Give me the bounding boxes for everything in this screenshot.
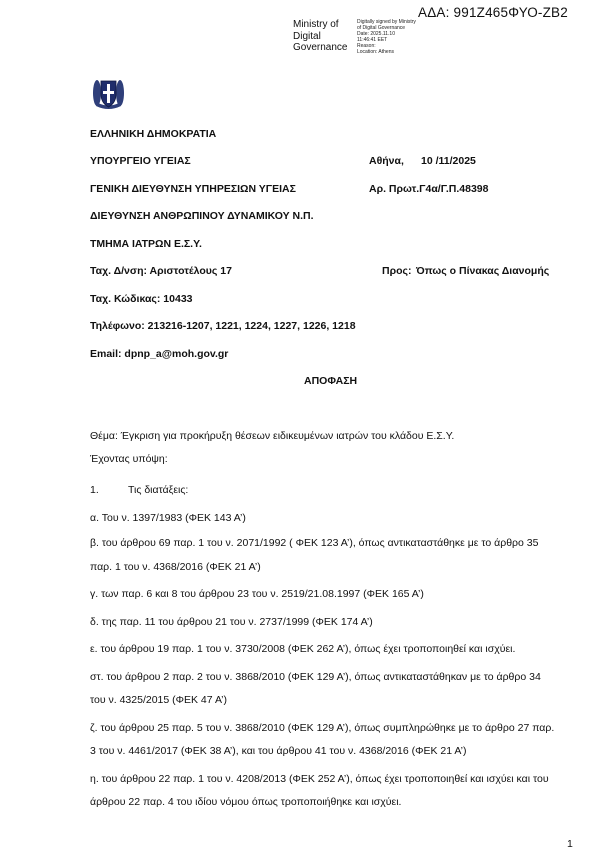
- signature-meta-line: Date: 2025.11.10: [357, 31, 395, 37]
- signature-meta-line: Location: Athens: [357, 49, 394, 55]
- city-label: Αθήνα,: [369, 155, 404, 167]
- phone-numbers: Τηλέφωνο: 213216-1207, 1221, 1224, 1227, 1226, 1218: [90, 320, 356, 332]
- list-item-continuation: παρ. 1 του ν. 4368/2016 (ΦΕΚ 21 Α’): [90, 561, 261, 573]
- list-item: β. του άρθρου 69 παρ. 1 του ν. 2071/1992 ( ΦΕΚ 123 Α’), όπως αντικαταστάθηκε με το άρθρο 35: [90, 537, 539, 549]
- signature-org-line: Governance: [293, 42, 348, 53]
- hellenic-republic-coat-of-arms-icon: [92, 76, 125, 110]
- list-item-continuation: 3 του ν. 4461/2017 (ΦΕΚ 38 Α’), και του άρθρου 41 του ν. 4368/2016 (ΦΕΚ 21 Α’): [90, 745, 467, 757]
- list-item: α. Του ν. 1397/1983 (ΦΕΚ 143 Α’): [90, 512, 246, 524]
- subject-line: Θέμα: Έγκριση για προκήρυξη θέσεων ειδικευμένων ιατρών του κλάδου Ε.Σ.Υ.: [90, 430, 455, 442]
- list-item-continuation: του ν. 4325/2015 (ΦΕΚ 47 Α’): [90, 694, 228, 706]
- general-directorate-label: ΓΕΝΙΚΗ ΔΙΕΥΘΥΝΣΗ ΥΠΗΡΕΣΙΩΝ ΥΓΕΙΑΣ: [90, 183, 296, 195]
- signature-meta-line: of Digital Governance: [357, 25, 406, 31]
- list-item: ζ. του άρθρου 25 παρ. 5 του ν. 3868/2010 (ΦΕΚ 129 Α’), όπως συμπληρώθηκε με το άρθρο 27 παρ.: [90, 722, 555, 734]
- section-heading: Τις διατάξεις:: [128, 484, 189, 496]
- directorate-label: ΔΙΕΥΘΥΝΣΗ ΑΝΘΡΩΠΙΝΟΥ ΔΥΝΑΜΙΚΟΥ Ν.Π.: [90, 210, 314, 222]
- list-item: γ. των παρ. 6 και 8 του άρθρου 23 του ν. 2519/21.08.1997 (ΦΕΚ 165 Α’): [90, 588, 424, 600]
- list-item: η. του άρθρου 22 παρ. 1 του ν. 4208/2013 (ΦΕΚ 252 Α’), όπως έχει τροποποιηθεί και ισχύει και του: [90, 773, 549, 785]
- document-date: 10 /11/2025: [421, 155, 476, 167]
- signature-meta-line: Digitally signed by Ministry: [357, 19, 416, 25]
- signature-organization: [293, 19, 353, 54]
- list-item: στ. του άρθρου 2 παρ. 2 του ν. 3868/2010 (ΦΕΚ 129 Α’), όπως αντικαταστάθηκαν με το άρθρο 34: [90, 671, 541, 683]
- signature-details: [357, 19, 419, 55]
- list-item-continuation: άρθρου 22 παρ. 4 του ιδίου νόμου όπως τροποποιήθηκε και ισχύει.: [90, 796, 402, 808]
- section-label: ΤΜΗΜΑ ΙΑΤΡΩΝ Ε.Σ.Υ.: [90, 238, 202, 250]
- section-number: 1.: [90, 484, 99, 496]
- signature-meta-line: Reason:: [357, 43, 376, 49]
- considering-label: Έχοντας υπόψη:: [90, 453, 168, 465]
- republic-label: ΕΛΛΗΝΙΚΗ ΔΗΜΟΚΡΑΤΙΑ: [90, 128, 217, 140]
- recipient-label: Προς:: [382, 265, 412, 277]
- signature-org-line: Ministry of: [293, 19, 339, 30]
- list-item: ε. του άρθρου 19 παρ. 1 του ν. 3730/2008 (ΦΕΚ 262 Α’), όπως έχει τροποποιηθεί και ισχύει.: [90, 643, 516, 655]
- signature-org-line: Digital: [293, 30, 321, 42]
- document-title: ΑΠΟΦΑΣΗ: [304, 375, 358, 387]
- ministry-label: ΥΠΟΥΡΓΕΙΟ ΥΓΕΙΑΣ: [90, 155, 191, 167]
- list-item: δ. της παρ. 11 του άρθρου 21 του ν. 2737/1999 (ΦΕΚ 174 Α’): [90, 616, 373, 628]
- signature-meta-line: 11:46:41 EET: [357, 37, 388, 43]
- ada-code: ΑΔΑ: 991Ζ465ΦΥΟ-ΖΒ2: [418, 5, 568, 20]
- page-number: 1: [567, 838, 573, 850]
- postal-code: Ταχ. Κώδικας: 10433: [90, 293, 193, 305]
- recipient-value: Όπως ο Πίνακας Διανομής: [416, 265, 550, 277]
- email-address: Email: dpnp_a@moh.gov.gr: [90, 348, 229, 360]
- protocol-number: Αρ. Πρωτ.Γ4α/Γ.Π.48398: [369, 183, 489, 195]
- postal-address: Ταχ. Δ/νση: Αριστοτέλους 17: [90, 265, 232, 277]
